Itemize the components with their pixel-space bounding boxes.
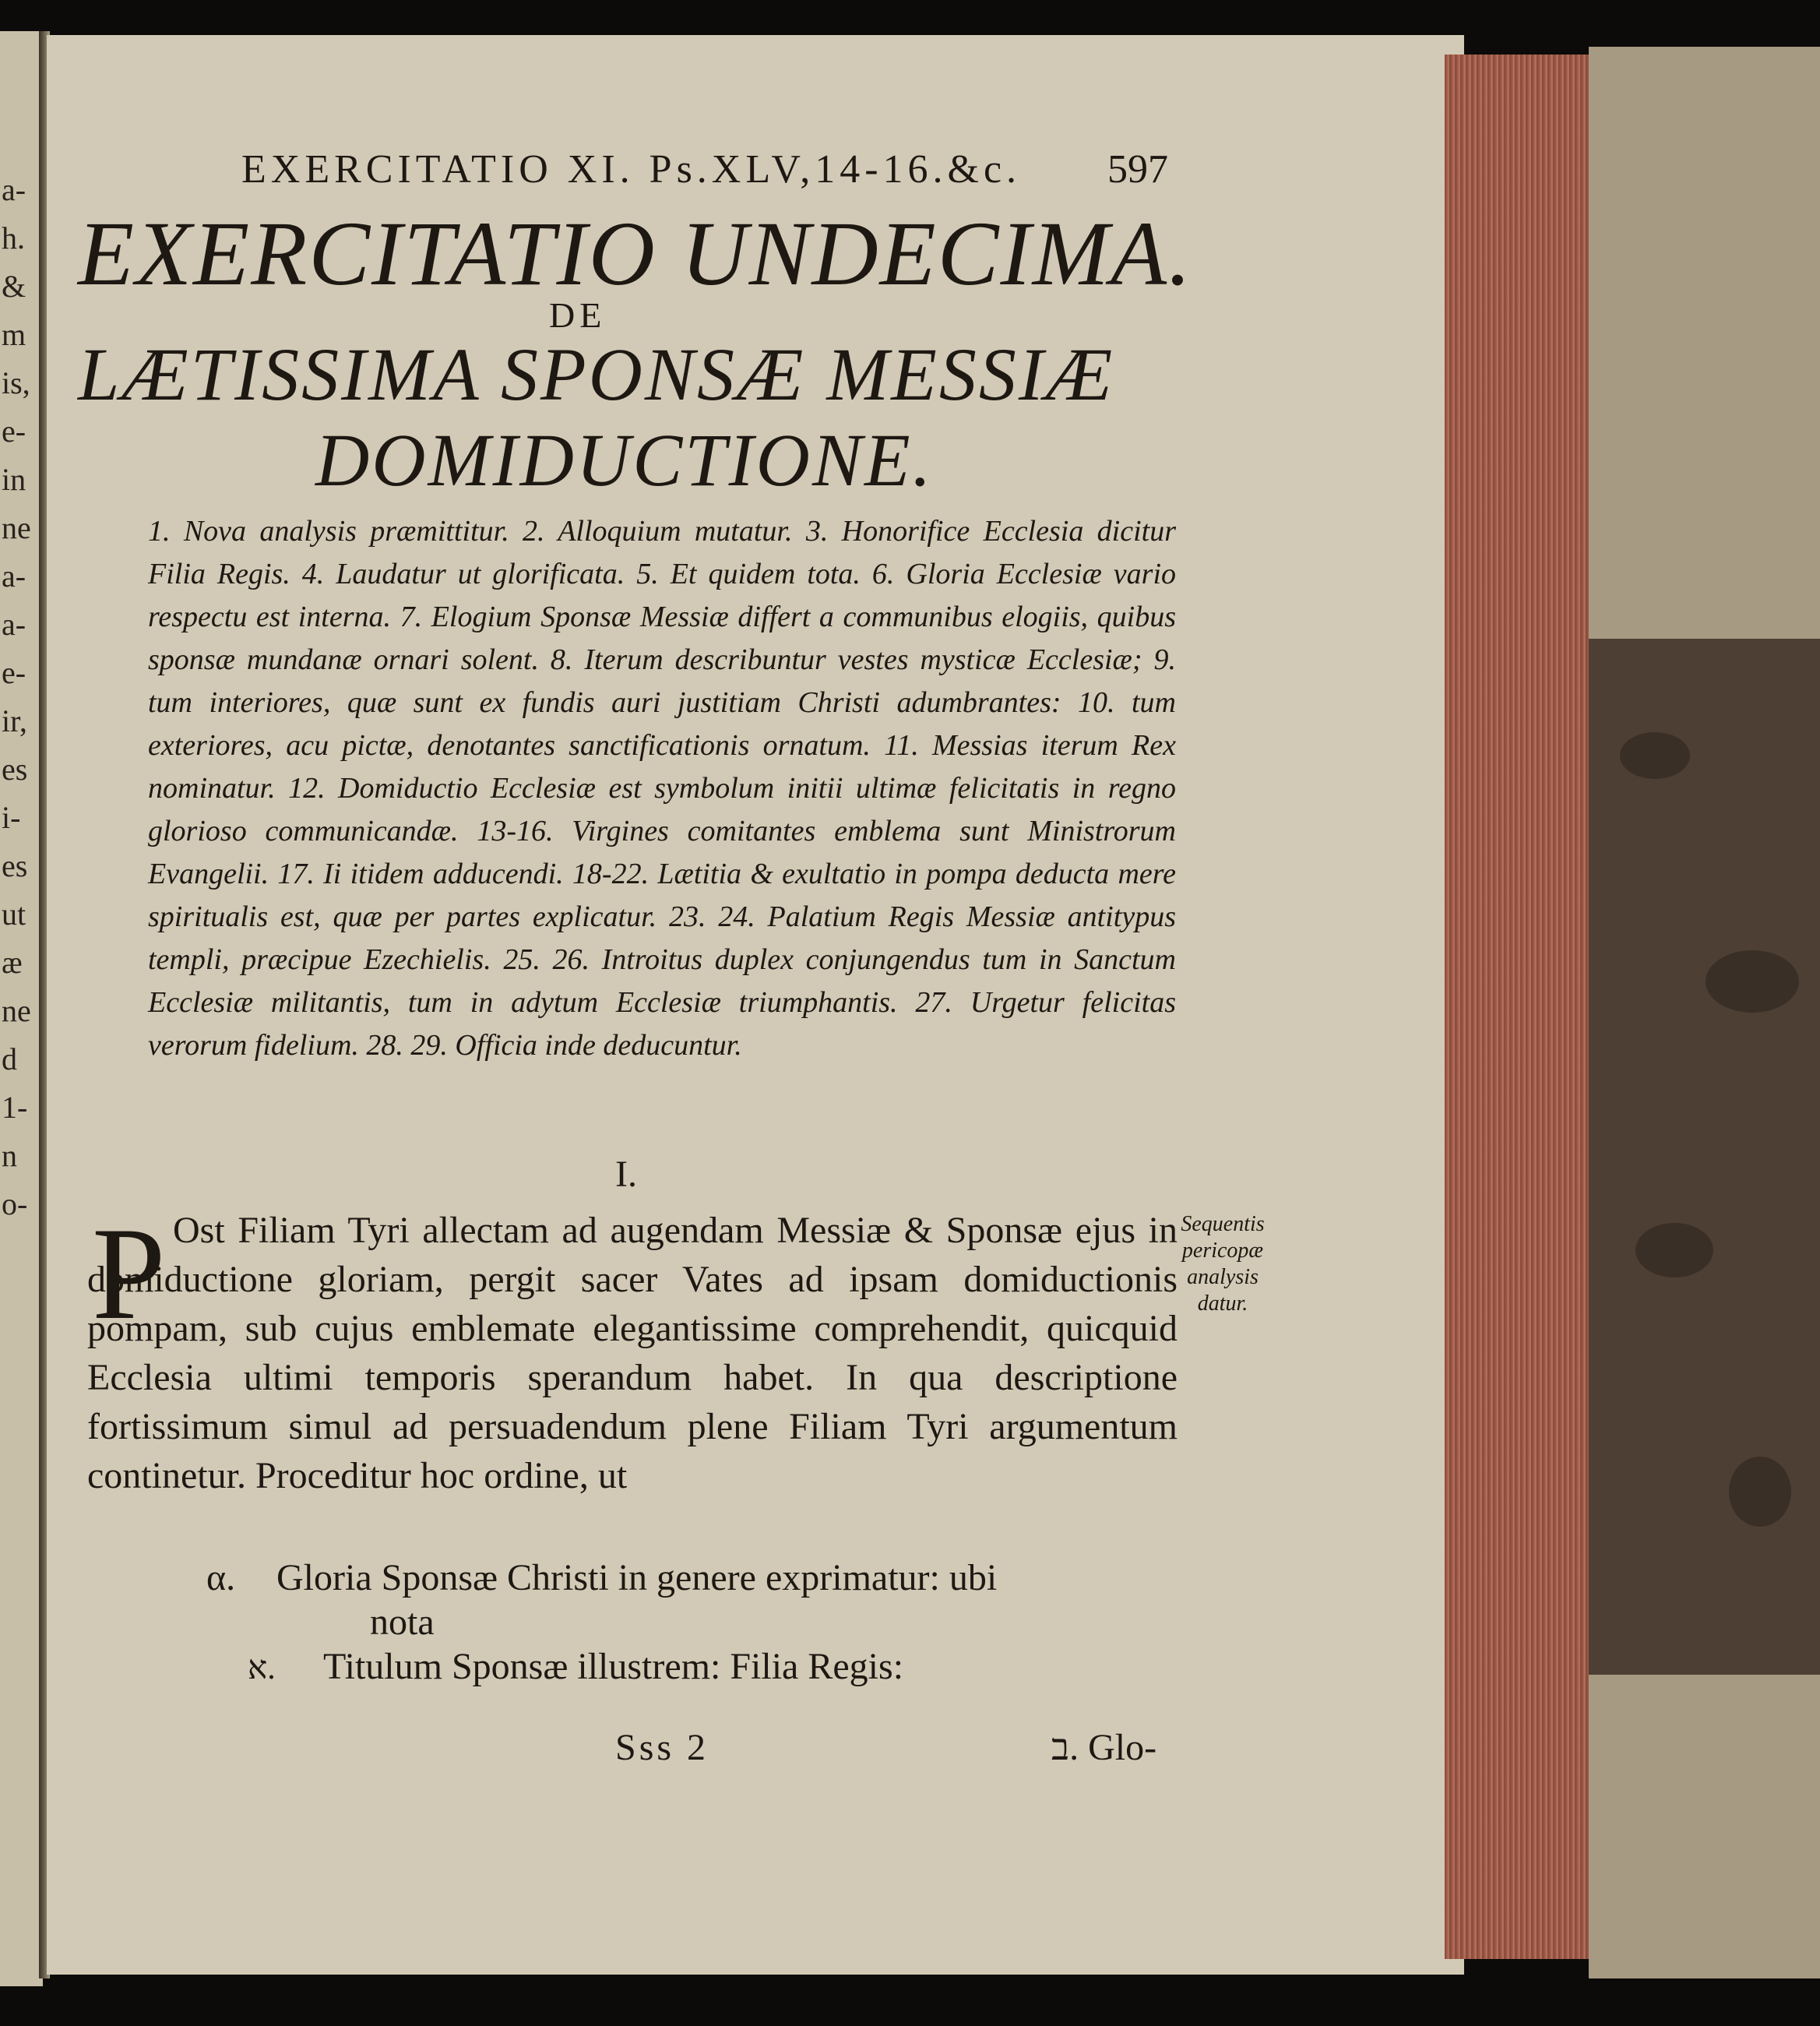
item-a-marker: α. <box>206 1557 236 1598</box>
title-de: DE <box>549 295 607 335</box>
left-page-line: e- <box>2 655 26 690</box>
left-page-line: ir, <box>2 703 27 738</box>
left-page-line: n <box>2 1138 17 1173</box>
item-a-text: Gloria Sponsæ Christi in genere exprimatur: ubi <box>276 1557 998 1598</box>
paragraph: Ost Filiam Tyri allectam ad augendam Messiæ & Sponsæ ejus in domiductione gloriam, pergit sacer Vates ad ipsam domiductionis pompam, sub cujus emblemate elegantissime comprehendit, quicquid Ecclesia ultimi temporis sperandum habet. In qua descriptione fortissimum simul ad persuadendum plene Filiam Tyri argumentum continetur. Proceditur hoc ordine, ut <box>87 1210 1178 1496</box>
left-page-line: æ <box>2 945 23 980</box>
left-page-line: es <box>2 848 28 883</box>
left-page-line: ut <box>2 897 26 932</box>
left-page-line: es <box>2 752 28 787</box>
chapter-summary: 1. Nova analysis præmittitur. 2. Alloquium mutatur. 3. Honorifice Ecclesia dicitur Filia Regis. 4. Laudatur ut glorificata. 5. Et quidem tota. 6. Gloria Ecclesiæ vario respectu est interna. 7. Elogium Sponsæ Messiæ differt a communibus elogiis, quibus sponsæ mundanæ ornari solent. 8. Iterum describuntur vestes mysticæ Ecclesiæ; 9. tum interiores, quæ sunt ex fundis auri justitiam Christi adumbrantes: 10. tum exteriores, acu pictæ, denotantes sanctificationis ornatum. 11. Messias iterum Rex nominatur. 12. Domiductio Ecclesiæ est symbolum initii ultimæ felicitatis in regno glorioso communicandæ. 13-16. Virgines comitantes emblema sunt Ministrorum Evangelii. 17. Ii itidem adducendi. 18-22. Lætitia & exultatio in pompa deducta mere spiritualis est, quæ per partes explicatur. 23. 24. Palatium Regis Messiæ antitypus templi, præcipue Ezechielis. 25. 26. Introitus duplex conjungendus tum in Sanctum Ecclesiæ militantis, tum in adytum Ecclesiæ triumphantis. 27. Urgetur felicitas verorum fidelium. 28. 29. Officia inde deducuntur. <box>148 515 1176 1062</box>
left-page-line: ne <box>2 510 31 545</box>
page-title: EXERCITATIO UNDECIMA. <box>78 203 1193 305</box>
left-page-line: m <box>2 317 26 352</box>
page-edges <box>1445 55 1593 1959</box>
left-page-fragment <box>0 31 43 1986</box>
page-number: 597 <box>1107 147 1168 192</box>
left-page-line: 1- <box>2 1090 28 1125</box>
left-page-line: is, <box>2 365 30 400</box>
left-page-line: h. <box>2 220 25 255</box>
signature-mark: Sss 2 <box>615 1727 709 1768</box>
body-text <box>87 1200 1178 1500</box>
left-page-line: in <box>2 462 26 497</box>
item-a-nota: nota <box>370 1601 435 1643</box>
left-page-line: ne <box>2 993 31 1028</box>
left-page-line: a- <box>2 172 26 207</box>
cover-marbled-board <box>1589 639 1820 1675</box>
left-page-line: e- <box>2 414 26 449</box>
left-page-line: d <box>2 1041 17 1076</box>
section-number: I. <box>615 1154 637 1195</box>
subtitle-line-2: DOMIDUCTIONE. <box>315 418 934 502</box>
left-page-line: & <box>2 269 26 304</box>
left-page-line: o- <box>2 1186 28 1221</box>
running-head: EXERCITATIO XI. Ps.XLV,14-16.&c. <box>241 147 1022 192</box>
margin-note: Sequentis pericopæ analysis datur. <box>1181 1212 1265 1316</box>
left-page-line: a- <box>2 607 26 642</box>
catchword: ב. Glo- <box>1051 1727 1157 1768</box>
left-page-line: i- <box>2 800 21 835</box>
item-b-text: Titulum Sponsæ illustrem: Filia Regis: <box>323 1646 904 1687</box>
drop-cap: P <box>92 1200 166 1347</box>
item-b-marker: א. <box>248 1651 276 1686</box>
subtitle-line-1: LÆTISSIMA SPONSÆ MESSIÆ <box>78 333 1115 416</box>
left-page-line: a- <box>2 558 26 594</box>
